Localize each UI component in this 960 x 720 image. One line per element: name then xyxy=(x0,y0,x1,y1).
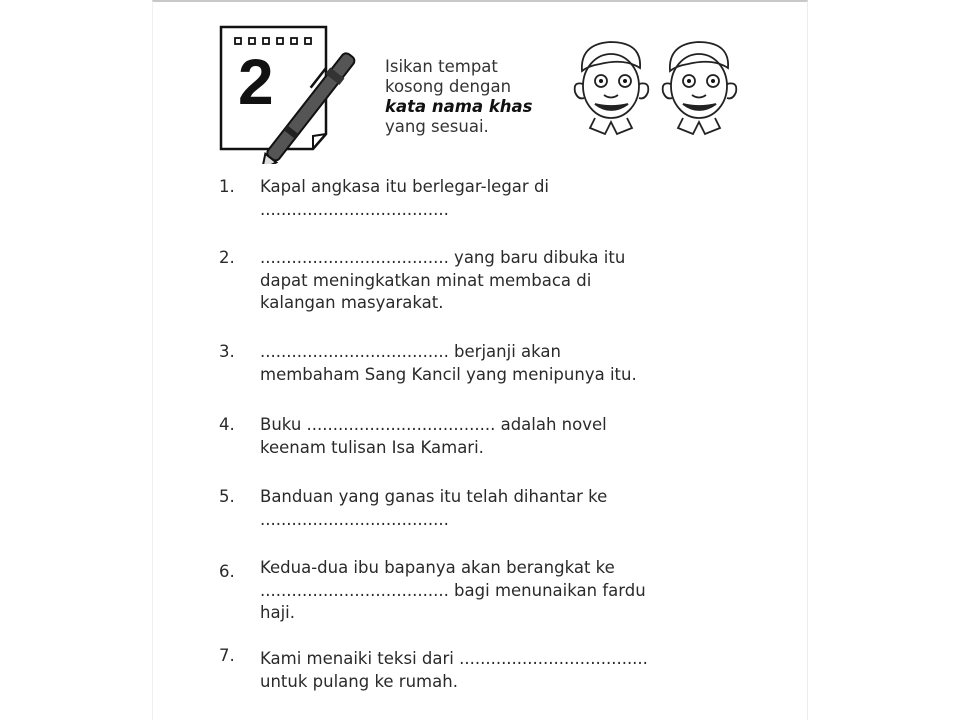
question-text: kalangan masyarakat. xyxy=(260,293,444,312)
question-text: Kapal angkasa itu berlegar-legar di xyxy=(260,177,549,196)
question-number: 5. xyxy=(219,487,235,506)
question-number: 3. xyxy=(219,342,235,361)
question-number: 4. xyxy=(219,415,235,434)
boy-face-icon xyxy=(658,36,743,136)
instruction-line: yang sesuai. xyxy=(385,117,489,136)
instruction-emphasis: kata nama khas xyxy=(385,97,533,116)
question-number: 6. xyxy=(219,562,235,581)
question-text: membaham Sang Kancil yang menipunya itu. xyxy=(260,364,637,384)
question-text[interactable]: .................................... bagi menunaikan fardu xyxy=(260,580,646,600)
boy-face-icon xyxy=(570,36,655,136)
question-number: 1. xyxy=(219,177,235,196)
question-number: 2. xyxy=(219,248,235,267)
question-number: 7. xyxy=(219,646,235,665)
question-text: Banduan yang ganas itu telah dihantar ke xyxy=(260,487,608,506)
exercise-number: 2 xyxy=(238,46,274,118)
pen-icon xyxy=(252,34,382,164)
question-text[interactable]: .................................... berjanji akan xyxy=(260,342,561,361)
question-text[interactable]: .................................... yang baru dibuka itu xyxy=(260,248,626,267)
instructions xyxy=(385,57,533,137)
question-text[interactable]: Buku .................................... adalah novel xyxy=(260,415,607,434)
instruction-line: Isikan tempat xyxy=(385,57,498,76)
question-text: untuk pulang ke rumah. xyxy=(260,671,458,691)
instruction-line: kosong dengan xyxy=(385,77,512,96)
answer-blank[interactable]: .................................... xyxy=(260,199,449,219)
question-text: Kedua-dua ibu bapanya akan berangkat ke xyxy=(260,558,615,577)
question-text: haji. xyxy=(260,603,295,622)
question-text: dapat meningkatkan minat membaca di xyxy=(260,270,592,290)
answer-blank[interactable]: .................................... xyxy=(260,509,449,529)
question-text[interactable]: Kami menaiki teksi dari .................................... xyxy=(260,649,648,668)
question-text: keenam tulisan Isa Kamari. xyxy=(260,437,484,457)
